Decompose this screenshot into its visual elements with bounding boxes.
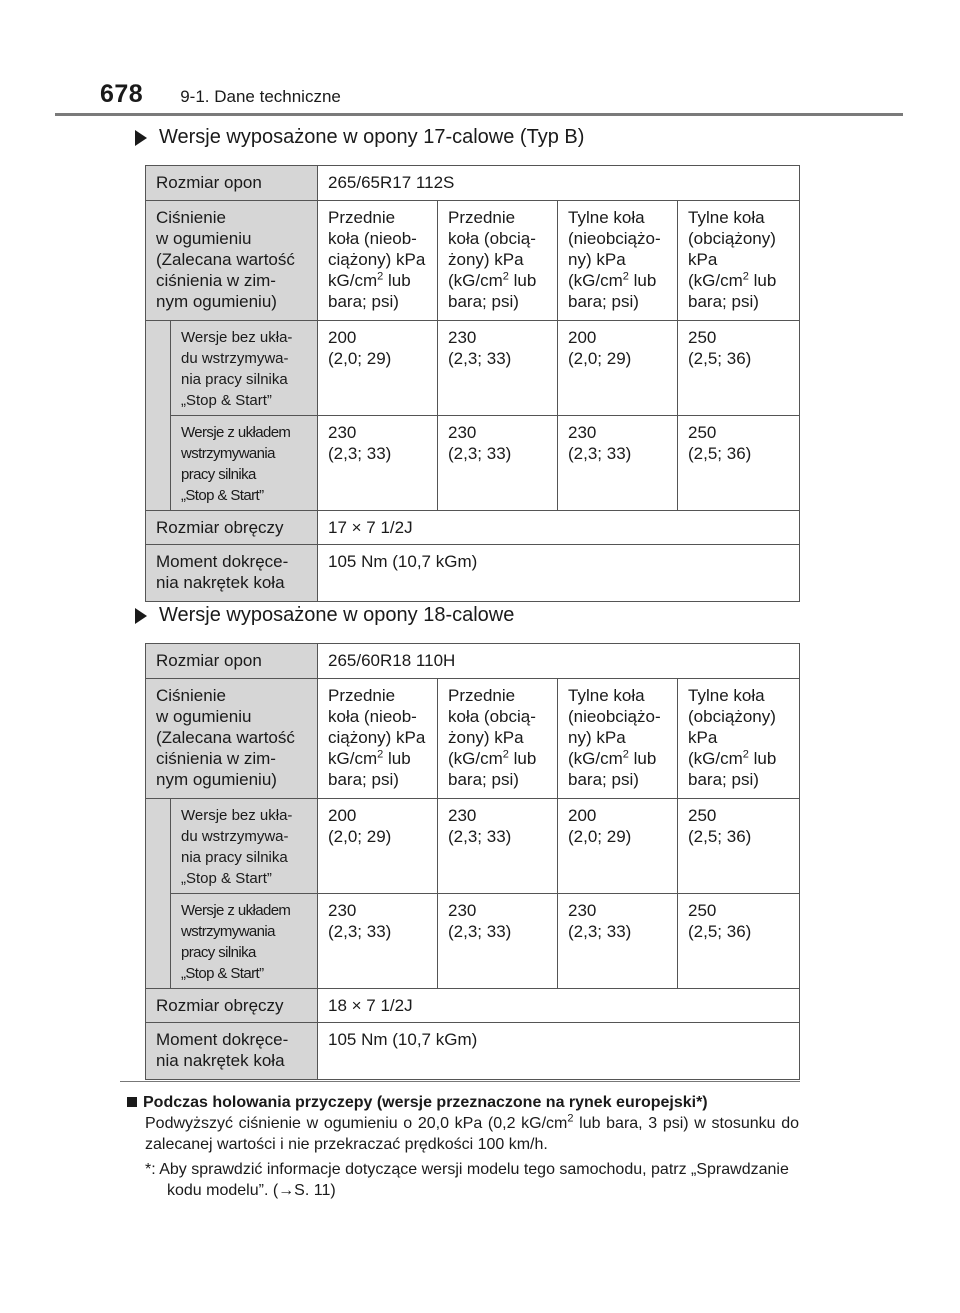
pressure-value: 200 (2,0; 29) [318, 321, 438, 416]
column-header-rear-loaded: Tylne koła (obciążony) kPa ($kG/cm^2$ lub bara; psi) [678, 201, 800, 321]
row-label-without-stop-start: Wersje bez ukła- du wstrzymywa- nia pracy silnika „Stop & Start” [171, 321, 318, 416]
column-header-front-unloaded: Przednie koła (nieob- ciążony) kPa $kG/cm^2$ lub bara; psi) [318, 679, 438, 799]
triangle-arrow-icon [135, 130, 147, 146]
rim-size-row [146, 511, 800, 545]
pressure-value: 200 (2,0; 29) [318, 799, 438, 894]
row-indent [146, 416, 171, 511]
tire-size-row [146, 166, 800, 201]
pressure-header-row [146, 201, 800, 321]
subsection-heading-18 [135, 604, 514, 627]
column-header-rear-unloaded: Tylne koła (nieobciążo- ny) kPa ($kG/cm^2$ lub bara; psi) [558, 201, 678, 321]
tire-size-value: 265/60R18 110H [318, 644, 800, 679]
table-row-without-stop-start [146, 321, 800, 416]
tire-spec-table-17 [145, 165, 800, 602]
torque-label: Moment dokręce- nia nakrętek koła [146, 1023, 318, 1080]
rim-size-value: 18 × 7 1/2J [318, 989, 800, 1023]
row-indent [146, 894, 171, 989]
footnote: *: Aby sprawdzić informacje dotyczące wersji modelu tego samochodu, patrz „Sprawdzanie kodu modelu”. (→S. 11) [145, 1161, 789, 1199]
subsection-heading-text: Wersje wyposażone w opony 18-calowe [159, 604, 515, 626]
torque-row [146, 1023, 800, 1080]
rim-size-row [146, 989, 800, 1023]
pressure-value: 230 (2,3; 33) [318, 416, 438, 511]
row-label-without-stop-start: Wersje bez ukła- du wstrzymywa- nia pracy silnika „Stop & Start” [171, 799, 318, 894]
rim-size-label: Rozmiar obręczy [146, 511, 318, 545]
pressure-value: 200 (2,0; 29) [558, 321, 678, 416]
column-header-front-loaded: Przednie koła (obcią- żony) kPa ($kG/cm^2$ lub bara; psi) [438, 201, 558, 321]
subsection-heading-17 [135, 126, 584, 149]
tire-size-label: Rozmiar opon [146, 166, 318, 201]
pressure-value: 230 (2,3; 33) [438, 416, 558, 511]
note-heading-text: Podczas holowania przyczepy (wersje przeznaczone na rynek europejski*) [143, 1094, 708, 1111]
tire-size-row [146, 644, 800, 679]
arrow-right-icon: → [278, 1182, 295, 1199]
rim-size-value: 17 × 7 1/2J [318, 511, 800, 545]
pressure-value: 230 (2,3; 33) [318, 894, 438, 989]
pressure-value: 230 (2,3; 33) [438, 321, 558, 416]
table-row-with-stop-start [146, 416, 800, 511]
row-indent [146, 799, 171, 894]
pressure-value: 250 (2,5; 36) [678, 799, 800, 894]
pressure-header-row [146, 679, 800, 799]
row-label-with-stop-start: Wersje z układem wstrzymywania pracy silnika „Stop & Start” [171, 416, 318, 511]
pressure-value: 230 (2,3; 33) [558, 894, 678, 989]
rim-size-label: Rozmiar obręczy [146, 989, 318, 1023]
torque-label: Moment dokręce- nia nakrętek koła [146, 545, 318, 602]
row-indent [146, 321, 171, 416]
pressure-value: 250 (2,5; 36) [678, 416, 800, 511]
page-number: 678 [100, 80, 144, 108]
pressure-label: Ciśnienie w ogumieniu (Zalecana wartość ciśnienia w zim- nym ogumieniu) [146, 201, 318, 321]
pressure-value: 250 (2,5; 36) [678, 321, 800, 416]
column-header-front-loaded: Przednie koła (obcią- żony) kPa ($kG/cm^2$ lub bara; psi) [438, 679, 558, 799]
tire-size-label: Rozmiar opon [146, 644, 318, 679]
page-header [100, 80, 341, 109]
tire-size-value: 265/65R17 112S [318, 166, 800, 201]
torque-value: 105 Nm (10,7 kGm) [318, 545, 800, 602]
note-heading [127, 1092, 799, 1113]
pressure-value: 230 (2,3; 33) [438, 894, 558, 989]
square-bullet-icon [127, 1097, 137, 1107]
column-header-rear-unloaded: Tylne koła (nieobciążo- ny) kPa ($kG/cm^2$ lub bara; psi) [558, 679, 678, 799]
table-row-with-stop-start [146, 894, 800, 989]
pressure-value: 250 (2,5; 36) [678, 894, 800, 989]
note-rule [120, 1081, 800, 1082]
row-label-with-stop-start: Wersje z układem wstrzymywania pracy silnika „Stop & Start” [171, 894, 318, 989]
pressure-value: 200 (2,0; 29) [558, 799, 678, 894]
column-header-rear-loaded: Tylne koła (obciążony) kPa ($kG/cm^2$ lub bara; psi) [678, 679, 800, 799]
note-body: Podwyższyć ciśnienie w ogumieniu o 20,0 kPa (0,2 $kG/cm^2$ lub bara, 3 psi) w stosunku do zalecanej wartości i nie przekraczać prędkości 100 km/h. [145, 1112, 800, 1153]
triangle-arrow-icon [135, 608, 147, 624]
section-title: 9-1. Dane techniczne [180, 87, 341, 106]
pressure-value: 230 (2,3; 33) [558, 416, 678, 511]
column-header-front-unloaded: Przednie koła (nieob- ciążony) kPa $kG/cm^2$ lub bara; psi) [318, 201, 438, 321]
table-row-without-stop-start [146, 799, 800, 894]
torque-row [146, 545, 800, 602]
pressure-value: 230 (2,3; 33) [438, 799, 558, 894]
subsection-heading-text: Wersje wyposażone w opony 17-calowe (Typ B) [159, 126, 585, 148]
header-rule [55, 113, 903, 116]
towing-note [127, 1092, 799, 1201]
pressure-label: Ciśnienie w ogumieniu (Zalecana wartość ciśnienia w zim- nym ogumieniu) [146, 679, 318, 799]
torque-value: 105 Nm (10,7 kGm) [318, 1023, 800, 1080]
tire-spec-table-18 [145, 643, 800, 1080]
